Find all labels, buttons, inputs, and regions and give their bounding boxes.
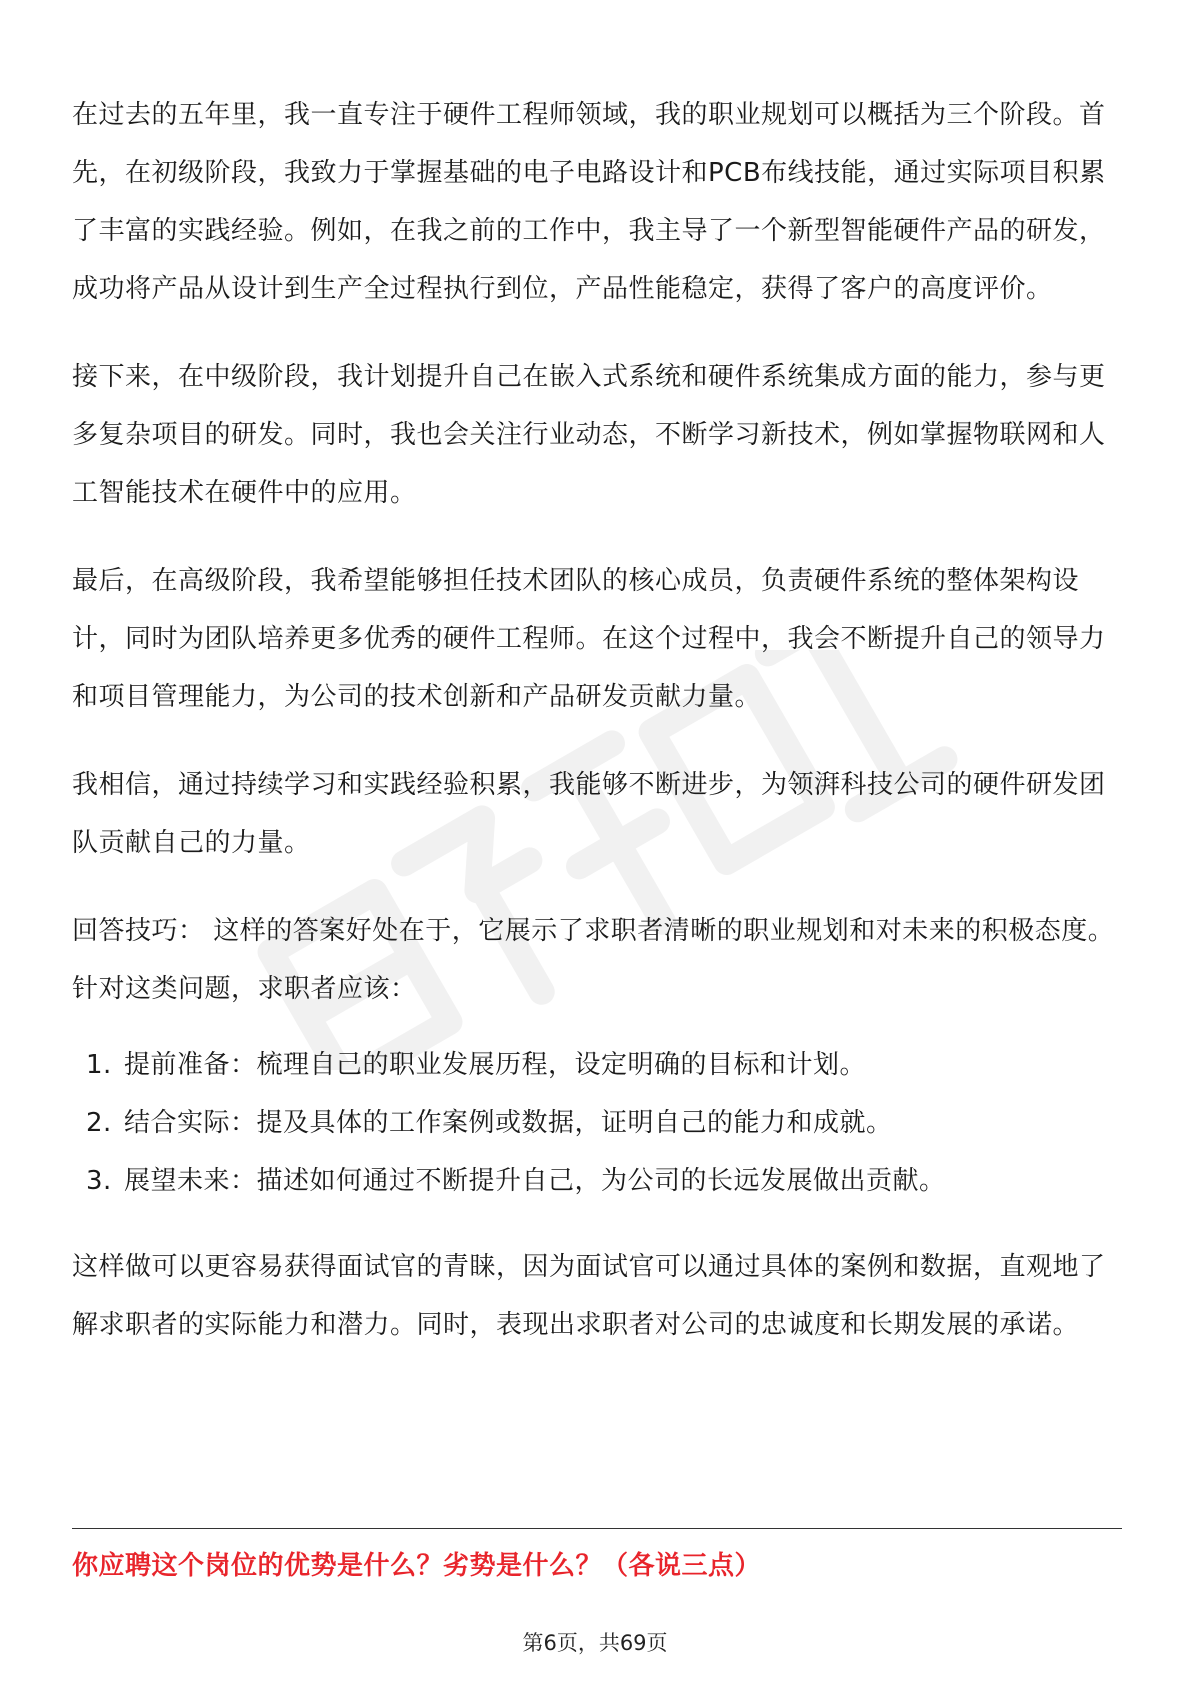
paragraph-closing: 这样做可以更容易获得面试官的青睐，因为面试官可以通过具体的案例和数据，直观地了解求职者的实际能力和潜力。同时，表现出求职者对公司的忠诚度和长期发展的承诺。	[72, 1252, 1106, 1340]
list-item	[72, 1152, 1122, 1210]
list-number: 3.	[86, 1166, 112, 1196]
list-number: 2.	[86, 1108, 112, 1138]
paragraph-belief: 我相信，通过持续学习和实践经验积累，我能够不断进步，为领湃科技公司的硬件研发团队贡献自己的力量。	[72, 770, 1106, 858]
list-item	[72, 1094, 1122, 1152]
paragraph-career-stages: 在过去的五年里，我一直专注于硬件工程师领域，我的职业规划可以概括为三个阶段。首先，在初级阶段，我致力于掌握基础的电子电路设计和PCB布线技能，通过实际项目积累了丰富的实践经验。例如，在我之前的工作中，我主导了一个新型智能硬件产品的研发，成功将产品从设计到生产全过程执行到位，产品性能稳定，获得了客户的高度评价。	[72, 100, 1106, 304]
list-item	[72, 1036, 1122, 1094]
section-divider	[72, 1528, 1122, 1529]
list-number: 1.	[86, 1050, 112, 1080]
list-text: 提前准备：梳理自己的职业发展历程，设定明确的目标和计划。	[124, 1050, 867, 1080]
next-question-heading: 你应聘这个岗位的优势是什么？劣势是什么？（各说三点）	[72, 1551, 762, 1581]
list-text: 展望未来：描述如何通过不断提升自己，为公司的长远发展做出贡献。	[124, 1166, 946, 1196]
paragraph-senior-level: 最后，在高级阶段，我希望能够担任技术团队的核心成员，负责硬件系统的整体架构设计，同时为团队培养更多优秀的硬件工程师。在这个过程中，我会不断提升自己的领导力和项目管理能力，为公司的技术创新和产品研发贡献力量。	[72, 566, 1106, 712]
page-number: 第6页，共69页	[522, 1631, 668, 1655]
list-text: 结合实际：提及具体的工作案例或数据，证明自己的能力和成就。	[124, 1108, 893, 1138]
tips-list	[72, 1036, 1122, 1210]
paragraph-answer-tips: 回答技巧： 这样的答案好处在于，它展示了求职者清晰的职业规划和对未来的积极态度。针对这类问题，求职者应该：	[72, 916, 1115, 1004]
paragraph-mid-level: 接下来，在中级阶段，我计划提升自己在嵌入式系统和硬件系统集成方面的能力，参与更多复杂项目的研发。同时，我也会关注行业动态，不断学习新技术，例如掌握物联网和人工智能技术在硬件中的应用。	[72, 362, 1106, 508]
article-body	[72, 86, 1122, 1384]
